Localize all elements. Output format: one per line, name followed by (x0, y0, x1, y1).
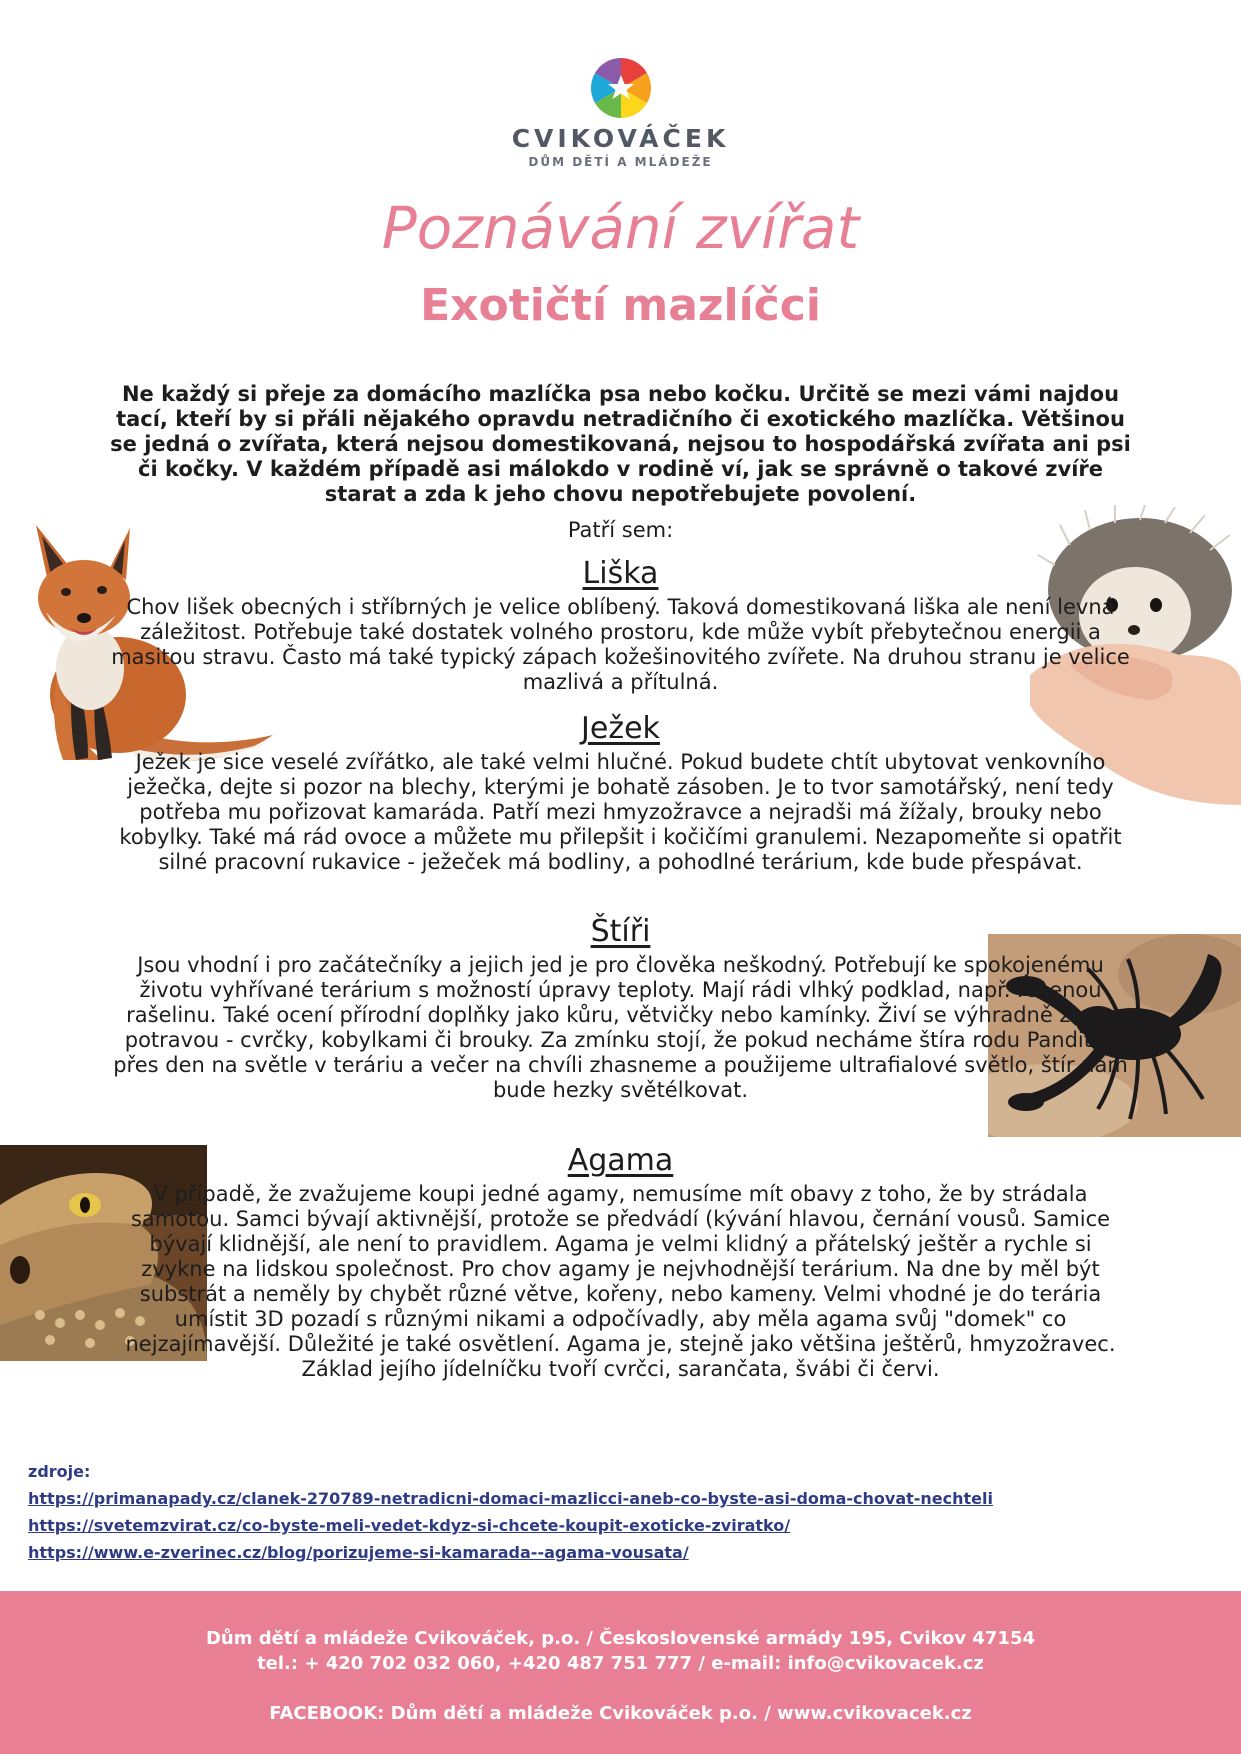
section-agama (110, 1142, 1131, 1382)
page-title: Poznávání zvířat (381, 194, 860, 262)
section-heading: Agama (567, 1143, 674, 1178)
page-subtitle: Exotičtí mazlíčci (420, 280, 821, 331)
sources-label: zdroje: (28, 1462, 91, 1481)
footer-address: Dům dětí a mládeže Cvikováček, p.o. / Československé armády 195, Cvikov 47154 (205, 1628, 1036, 1649)
source-link-1[interactable]: https://primanapady.cz/clanek-270789-netradicni-domaci-mazlicci-aneb-co-byste-asi-doma-chovat-nechteli (28, 1489, 993, 1508)
footer-contact: tel.: + 420 702 032 060, +420 487 751 777 / e-mail: info@cvikovacek.cz (257, 1653, 984, 1674)
logo-name: CVIKOVÁČEK (511, 124, 730, 153)
section-stiri (110, 913, 1131, 1103)
section-heading: Liška (582, 556, 659, 591)
section-jezek (110, 710, 1131, 875)
patri-sem-label: Patří sem: (567, 518, 674, 542)
logo-subtitle: DŮM DĚTÍ A MLÁDEŽE (528, 155, 713, 169)
section-heading: Štíři (590, 914, 651, 949)
section-text: Ježek je sice veselé zvířátko, ale také velmi hlučné. Pokud budete chtít ubytovat venkovního ježečka, dejte si pozor na blechy, kterými je bohatě zásoben. Je to tvor samotářský, není tedy potřeba mu pořizovat kamaráda. Patří mezi hmyzožravce a nejradši má žížaly, brouky nebo kobylky. Také má rád ovoce a můžete mu přilepšit i kočičími granulemi. Nezapomeňte si opatřit silné pracovní rukavice - ježeček má bodliny, a pohodlné terárium, kde bude přespávat. (119, 750, 1122, 874)
intro-paragraph: Ne každý si přeje za domácího mazlíčka psa nebo kočku. Určitě se mezi vámi najdou tací, kteří by si přáli nějakého opravdu netradičního či exotického mazlíčka. Většinou se jedná o zvířata, která nejsou domestikovaná, nejsou to hospodářská zvířata ani psi či kočky. V každém případě asi málokdo v rodině ví, jak se správně o takové zvíře starat a zda k jeho chovu nepotřebujete povolení. (110, 382, 1131, 506)
logo (0, 56, 1241, 169)
section-text: Chov lišek obecných i stříbrných je velice oblíbený. Taková domestikovaná liška ale není levná záležitost. Potřebuje také dostatek volného prostoru, kde může vybít přebytečnou energii a masitou stravu. Často má také typický zápach kožešinovitého zvířete. Na druhou stranu je velice mazlivá a přítulná. (111, 595, 1130, 694)
star-logo-icon (589, 56, 653, 120)
section-text: V případě, že zvažujeme koupi jedné agamy, nemusíme mít obavy z toho, že by strádala samotou. Samci bývají aktivnější, protože se předvádí (kývání hlavou, černání vousů. Samice bývají klidnější, ale není to pravidlem. Agama je velmi klidný a přátelský ještěr a rychle si zvykne na lidskou společnost. Pro chov agamy je nejvhodnější terárium. Na dne by měl být substrát a neměly by chybět různé větve, kořeny, nebo kameny. Velmi vhodné je do terária umístit 3D pozadí s různými nikami a odpočívadly, aby měla agama svůj "domek" co nejzajímavější. Důležité je také osvětlení. Agama je, stejně jako většina ještěrů, hmyzožravec. Základ jejího jídelníčku tvoří cvrčci, sarančata, švábi či červi. (125, 1182, 1116, 1381)
sources (28, 1462, 1208, 1570)
section-heading: Ježek (581, 711, 660, 746)
footer-facebook: FACEBOOK: Dům dětí a mládeže Cvikováček p.o. / www.cvikovacek.cz (269, 1703, 972, 1724)
section-liska (110, 555, 1131, 695)
footer (0, 1591, 1241, 1754)
source-link-3[interactable]: https://www.e-zverinec.cz/blog/porizujeme-si-kamarada--agama-vousata/ (28, 1543, 689, 1562)
section-text: Jsou vhodní i pro začátečníky a jejich jed je pro člověka neškodný. Potřebují ke spokojenému životu vyhřívané terárium s možností úpravy teploty. Mají rádi vlhký podklad, např. rosenou rašelinu. Také ocení přírodní doplňky jako kůru, větvičky nebo kamínky. Živí se výhradně živou potravou - cvrčky, kobylkami či brouky. Za zmínku stojí, že pokud necháme štíra rodu Panditus přes den na světle v teráriu a večer na chvíli zhasneme a použijeme ultrafialové světlo, štír nám bude hezky světélkovat. (113, 953, 1128, 1102)
source-link-2[interactable]: https://svetemzvirat.cz/co-byste-meli-vedet-kdyz-si-chcete-koupit-exoticke-zviratko/ (28, 1516, 791, 1535)
